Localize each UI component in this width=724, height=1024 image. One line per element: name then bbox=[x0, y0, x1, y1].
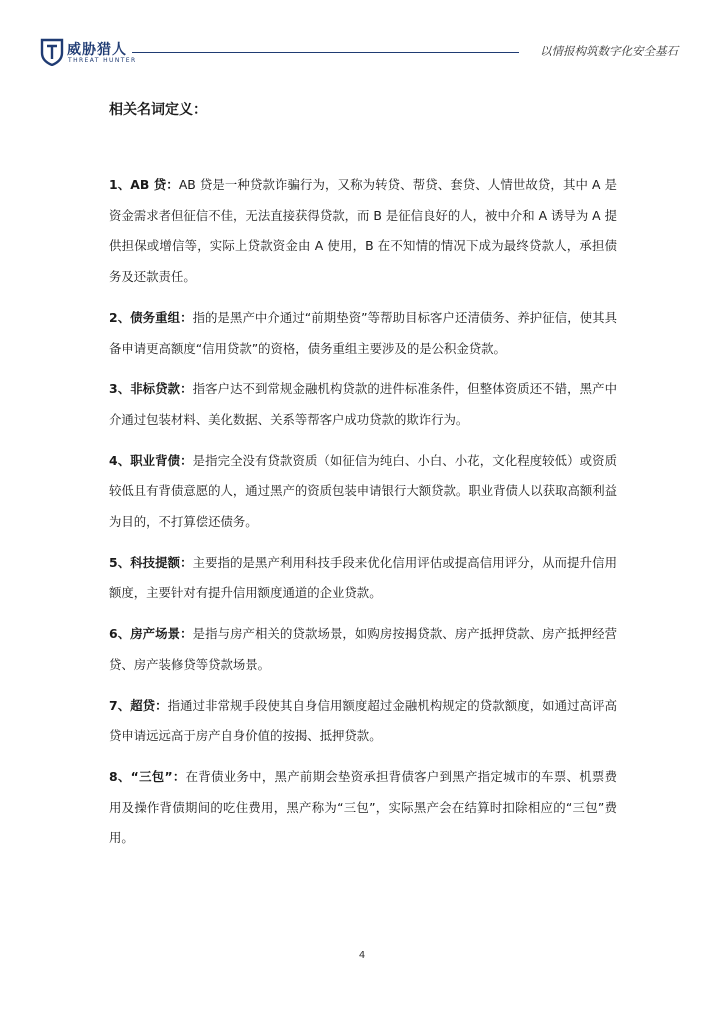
definition-term-num: 6、 bbox=[109, 626, 131, 642]
definition-item bbox=[109, 446, 617, 538]
definition-text: 指通过非常规手段使其自身信用额度超过金融机构规定的贷款额度，如通过高评高贷申请远远高于房产自身价值的按揭、抵押贷款。 bbox=[109, 697, 617, 744]
definition-term bbox=[109, 626, 193, 641]
definition-term-num: 2、 bbox=[109, 309, 131, 325]
definition-term bbox=[109, 381, 193, 396]
definition-text: 是指与房产相关的贷款场景，如购房按揭贷款、房产抵押贷款、房产抵押经营贷、房产装修贷等贷款场景。 bbox=[109, 626, 617, 672]
header-divider bbox=[132, 52, 519, 53]
page-number: 4 bbox=[358, 950, 366, 961]
definition-text: 在背债业务中，黑产前期会垫资承担背债客户到黑产指定城市的车票、机票费用及操作背债期间的吃住费用，黑产称为“三包”，实际黑产会在结算时扣除相应的“三包”费用。 bbox=[109, 768, 618, 846]
definition-item bbox=[109, 762, 617, 854]
definition-text: 指客户达不到常规金融机构贷款的进件标准条件，但整体资质还不错，黑产中介通过包装材料、美化数据、关系等帮客户成功贷款的欺诈行为。 bbox=[109, 381, 617, 427]
definition-item bbox=[109, 170, 617, 293]
header-slogan: 以情报构筑数字化安全基石 bbox=[540, 44, 678, 58]
definition-term-sep: ： bbox=[180, 626, 193, 642]
shield-logo-icon bbox=[40, 38, 64, 66]
definition-term-term: 职业背债 bbox=[130, 452, 181, 468]
definition-item bbox=[109, 691, 617, 752]
definition-term-sep: ： bbox=[180, 309, 193, 325]
definition-text: 指的是黑产中介通过“前期垫资”等帮助目标客户还清债务、养护征信，使其具备申请更高额度“信用贷款”的资格，债务重组主要涉及的是公积金贷款。 bbox=[109, 309, 618, 356]
definition-term-term: 债务重组 bbox=[130, 309, 181, 325]
definition-text: 是指完全没有贷款资质（如征信为纯白、小白、小花，文化程度较低）或资质较低且有背债意愿的人，通过黑产的资质包装申请银行大额贷款。职业背债人以获取高额利益为目的，不打算偿还债务。 bbox=[109, 452, 618, 530]
definition-term-num: 5、 bbox=[109, 554, 131, 570]
definition-term-term: 非标贷款 bbox=[130, 381, 181, 397]
definition-term-sep: ： bbox=[180, 381, 193, 397]
definition-term bbox=[109, 769, 186, 784]
definition-list bbox=[109, 170, 617, 864]
definition-term-sep: ： bbox=[155, 697, 168, 713]
definition-term-sep: ： bbox=[166, 177, 179, 192]
definition-term-sep: ： bbox=[180, 554, 193, 570]
logo-chinese-name: 威胁猎人 bbox=[67, 42, 127, 58]
definition-item bbox=[109, 619, 617, 680]
definition-item bbox=[109, 303, 617, 364]
definition-term-term: AB 贷 bbox=[130, 177, 167, 192]
definition-term bbox=[109, 453, 193, 468]
definition-term bbox=[109, 555, 193, 570]
definition-term-num: 3、 bbox=[109, 381, 131, 397]
definition-term-sep: ： bbox=[180, 452, 193, 468]
definition-term-term: 科技提额 bbox=[130, 554, 181, 570]
definition-term-num: 8、 bbox=[109, 768, 131, 784]
definition-term-sep: ： bbox=[172, 768, 186, 784]
definition-term bbox=[109, 310, 193, 325]
definition-text: 主要指的是黑产利用科技手段来优化信用评估或提高信用评分，从而提升信用额度，主要针对有提升信用额度通道的企业贷款。 bbox=[109, 554, 617, 601]
definition-item bbox=[109, 548, 617, 609]
definition-term-num: 1、 bbox=[109, 177, 131, 192]
page-header bbox=[0, 0, 724, 70]
definition-term bbox=[109, 177, 179, 192]
logo-english-name: THREAT HUNTER bbox=[68, 57, 137, 64]
definition-term-num: 4、 bbox=[109, 452, 131, 468]
threat-hunter-logo bbox=[40, 38, 137, 68]
definition-term bbox=[109, 698, 168, 713]
definition-term-term: 超贷 bbox=[130, 697, 156, 713]
definition-term-term: “三包” bbox=[130, 768, 173, 784]
definition-item bbox=[109, 374, 617, 435]
definition-text: AB 贷是一种贷款诈骗行为，又称为转贷、帮贷、套贷、人情世故贷，其中 A 是资金需求者但征信不佳，无法直接获得贷款，而 B 是征信良好的人，被中介和 A 诱导为 A 提供担保或增信等，实际上贷款资金由 A 使用，B 在不知情的情况下成为最终贷款人，承担债务及还款责任。 bbox=[109, 177, 617, 285]
definition-term-num: 7、 bbox=[109, 697, 131, 713]
section-title: 相关名词定义： bbox=[109, 102, 207, 118]
definition-term-term: 房产场景 bbox=[130, 626, 181, 642]
